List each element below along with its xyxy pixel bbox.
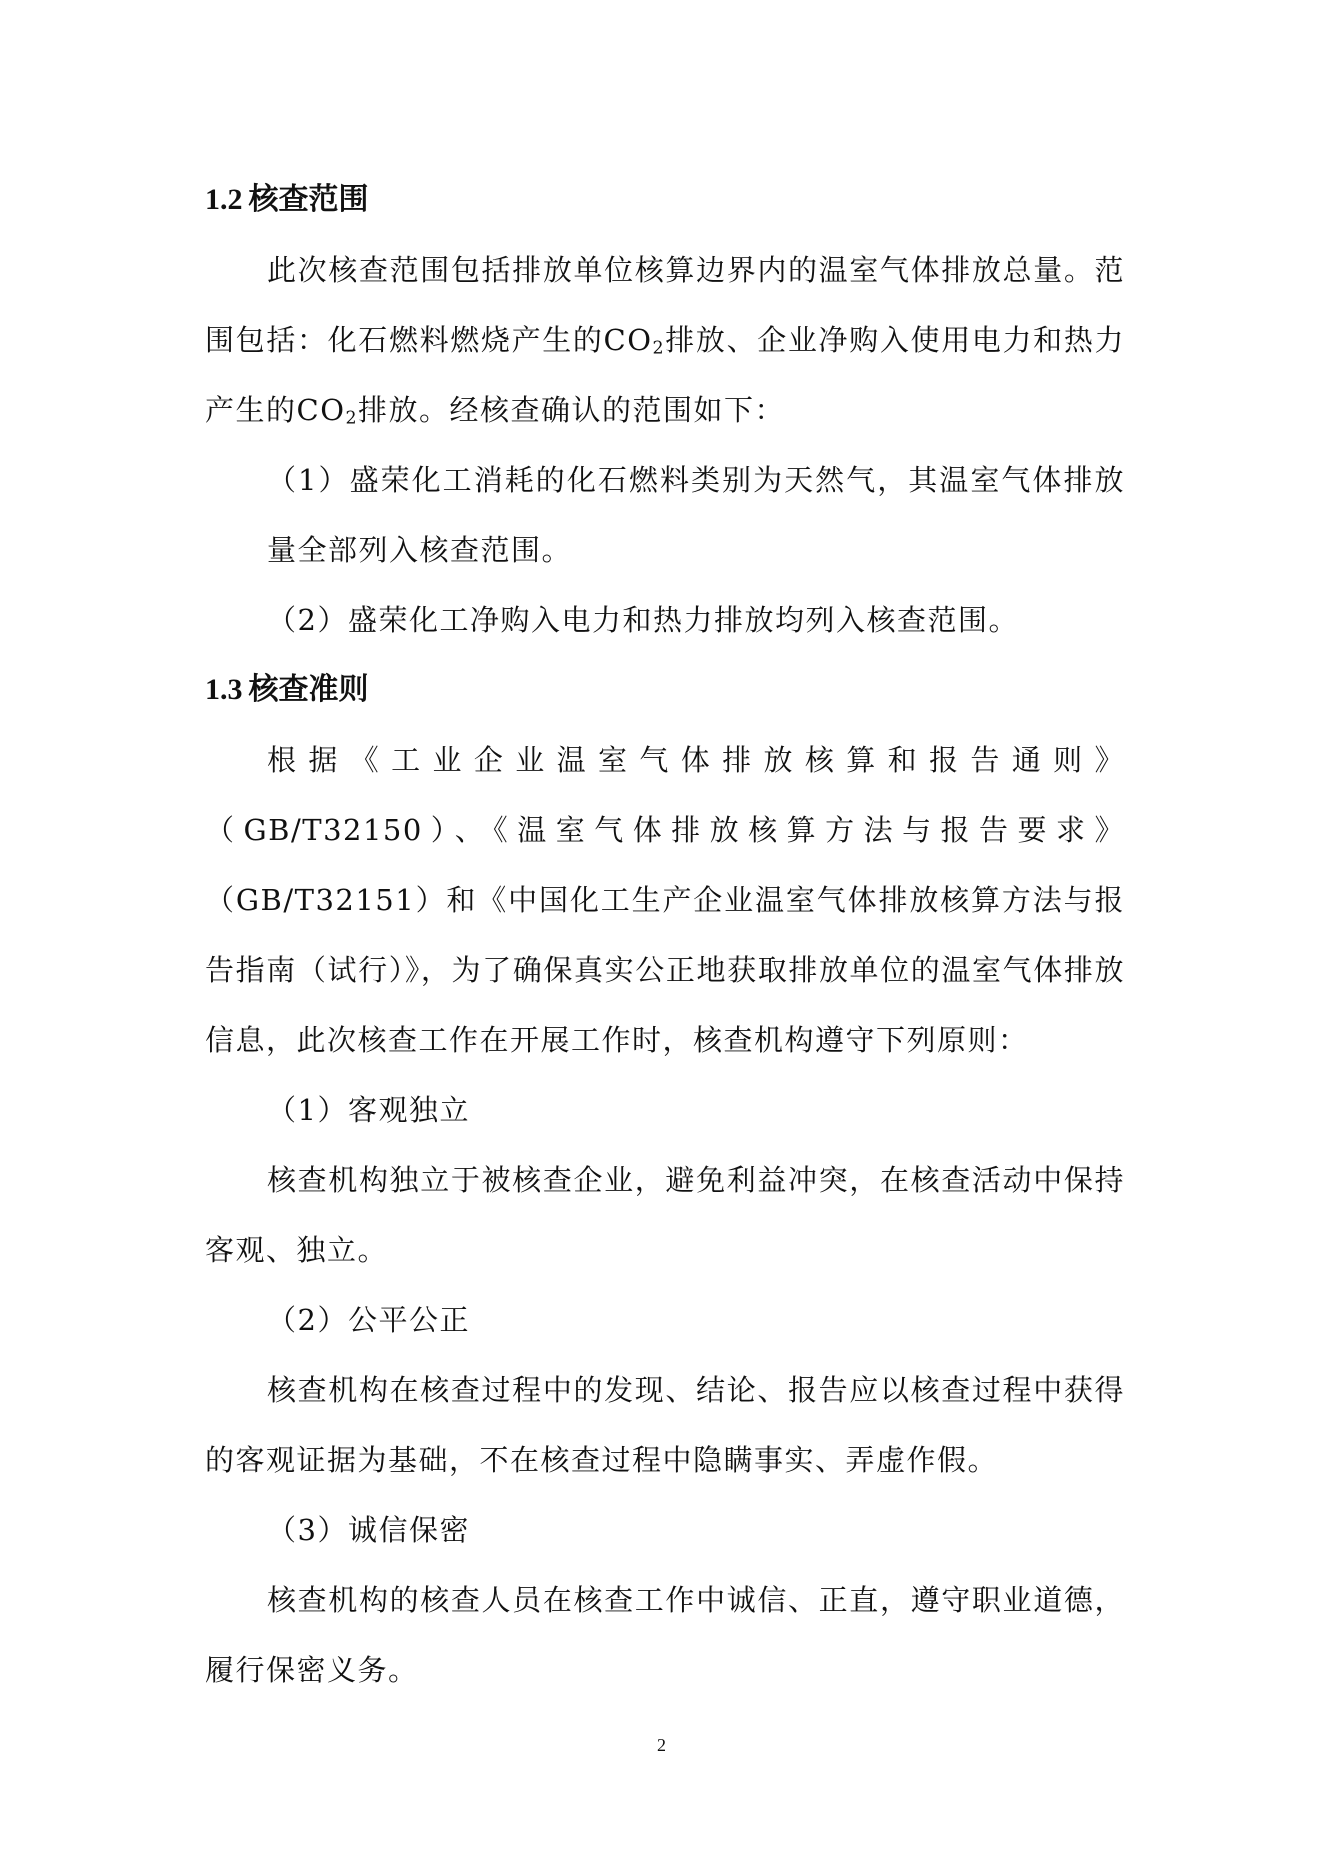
- section-title: 核查范围: [248, 182, 369, 217]
- section-heading-1-3: [205, 655, 1125, 725]
- subscript-2: 2: [652, 338, 666, 359]
- principle-body: 核查机构在核查过程中的发现、结论、报告应以核查过程中获得的客观证据为基础，不在核查过程中隐瞒事实、弄虚作假。: [205, 1373, 1125, 1477]
- section-number: 1.3: [205, 673, 243, 706]
- subscript-2: 2: [345, 408, 359, 429]
- document-page: [205, 165, 1125, 1705]
- scope-intro-text: 排放。经核查确认的范围如下：: [358, 393, 786, 427]
- section-number: 1.2: [205, 183, 243, 216]
- scope-item-1: （1）盛荣化工消耗的化石燃料类别为天然气，其温室气体排放量全部列入核查范围。: [267, 463, 1125, 567]
- principle-title: （1）客观独立: [267, 1093, 470, 1127]
- scope-intro-text: 此次核查范围包括排放单位核算边界内的温室气体排放总量。范围包括：化石燃料燃烧产生的CO: [205, 253, 1125, 357]
- principle-body: 核查机构的核查人员在核查工作中诚信、正直，遵守职业道德，履行保密义务。: [205, 1583, 1125, 1687]
- scope-item-2: （2）盛荣化工净购入电力和热力排放均列入核查范围。: [267, 603, 1019, 637]
- scope-intro-paragraph: [205, 235, 1125, 445]
- principle-title: （3）诚信保密: [267, 1513, 470, 1547]
- page-number: 2: [657, 1735, 666, 1755]
- principle-title: （2）公平公正: [267, 1303, 470, 1337]
- scope-intro-text: 排放、企业净购入使用电力和热力产生的CO: [205, 323, 1125, 427]
- section-heading-1-2: [205, 165, 1125, 235]
- section-title: 核查准则: [248, 672, 369, 707]
- criteria-intro-paragraph: 根据《工业企业温室气体排放核算和报告通则》（GB/T32150）、《温室气体排放核算方法与报告要求》（GB/T32151）和《中国化工生产企业温室气体排放核算方法与报告指南（试行）》，为了确保真实公正地获取排放单位的温室气体排放信息，此次核查工作在开展工作时，核查机构遵守下列原则：: [205, 743, 1125, 1057]
- principle-body: 核查机构独立于被核查企业，避免利益冲突，在核查活动中保持客观、独立。: [205, 1163, 1125, 1267]
